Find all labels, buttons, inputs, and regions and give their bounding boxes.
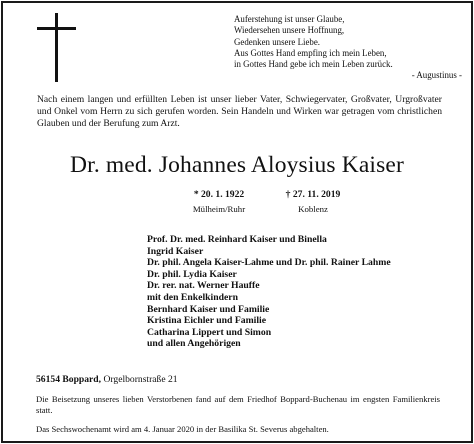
poem-line: in Gottes Hand gebe ich mein Leben zurück. <box>234 59 393 70</box>
mourner-entry: Catharina Lippert und Simon <box>147 326 272 338</box>
mourner-entry: mit den Enkelkindern <box>147 291 238 303</box>
birth-date: * 20. 1. 1922 <box>193 189 245 200</box>
death-date: † 27. 11. 2019 <box>285 189 341 200</box>
mourner-entry: Dr. phil. Lydia Kaiser <box>147 268 237 280</box>
mourner-entry: Dr. phil. Angela Kaiser-Lahme und Dr. phil. Rainer Lahme <box>147 257 391 269</box>
death-info <box>277 187 349 216</box>
intro-paragraph: Nach einem langen und erfüllten Leben ist unser lieber Vater, Schwiegervater, Großvater, Urgroßvater und Onkel vom Herrn zu sich gerufen worden. Sein Handeln und Wirken war getragen vom christlichen Glauben und der Berufung zum Arzt. <box>37 94 442 130</box>
address-street: Orgelbornstraße 21 <box>101 374 178 385</box>
mourner-entry: Prof. Dr. med. Reinhard Kaiser und Binella <box>147 234 327 245</box>
poem-author: - Augustinus - <box>411 70 462 81</box>
poem-quote <box>234 14 466 82</box>
cross-vertical-bar <box>55 13 58 82</box>
address-city: 56154 Boppard, <box>36 374 102 385</box>
mourners-list <box>147 234 391 350</box>
notes-section <box>36 394 440 435</box>
mourner-entry: Bernhard Kaiser und Familie <box>147 303 270 315</box>
mourner-entry: Dr. rer. nat. Werner Hauffe <box>147 280 260 292</box>
mourner-entry: Kristina Eichler und Familie <box>147 315 267 327</box>
poem-line: Aus Gottes Hand empfing ich mein Leben, <box>234 47 387 58</box>
poem-line: Wiedersehen unsere Hoffnung, <box>234 25 345 36</box>
birth-place: Mülheim/Ruhr <box>192 204 246 214</box>
mass-note: Das Sechswochenamt wird am 4. Januar 2020 in der Basilika St. Severus abgehalten. <box>36 423 329 434</box>
death-place: Koblenz <box>298 204 328 214</box>
mourner-entry: und allen Angehörigen <box>147 338 241 350</box>
deceased-name: Dr. med. Johannes Aloysius Kaiser <box>70 152 404 178</box>
family-address <box>36 374 178 385</box>
birth-info <box>191 187 247 216</box>
cross-horizontal-bar <box>37 27 76 30</box>
poem-line: Auferstehung ist unser Glaube, <box>234 14 345 24</box>
mourner-entry: Ingrid Kaiser <box>147 245 204 257</box>
burial-note: Die Beisetzung unseres lieben Verstorbenen fand auf dem Friedhof Boppard-Buchenau im engsten Familienkreis statt. <box>36 394 440 416</box>
poem-line: Gedenken unsere Liebe. <box>234 36 320 47</box>
